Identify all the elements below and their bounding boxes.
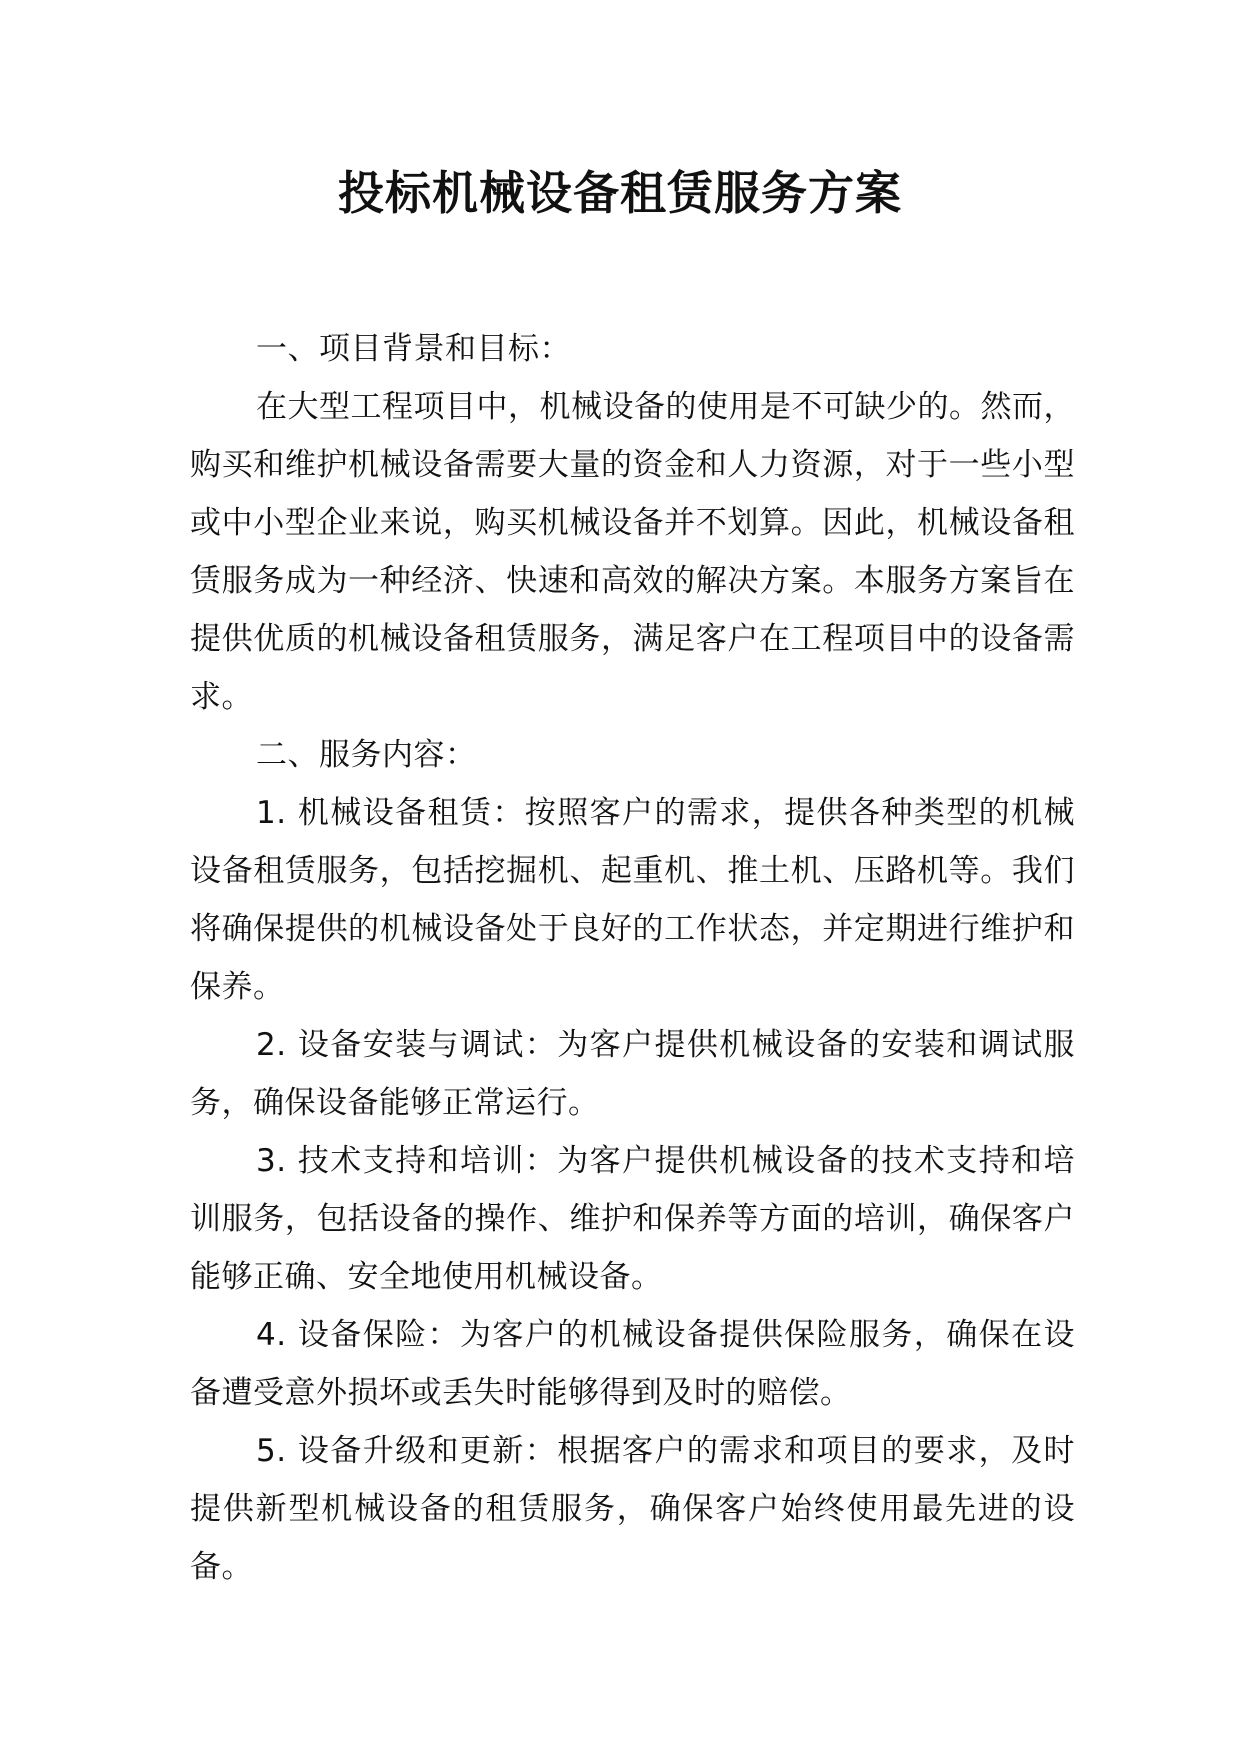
section-heading-background: 一、项目背景和目标： bbox=[256, 331, 571, 367]
service-item-training: 3. 技术支持和培训：为客户提供机械设备的技术支持和培训服务，包括设备的操作、维护和保养等方面的培训，确保客户能够正确、安全地使用机械设备。 bbox=[190, 1143, 1075, 1295]
service-item-rental: 1. 机械设备租赁：按照客户的需求，提供各种类型的机械设备租赁服务，包括挖掘机、起重机、推土机、压路机等。我们将确保提供的机械设备处于良好的工作状态，并定期进行维护和保养。 bbox=[190, 795, 1075, 1005]
service-item-installation: 2. 设备安装与调试：为客户提供机械设备的安装和调试服务，确保设备能够正常运行。 bbox=[190, 1027, 1075, 1121]
document-body bbox=[190, 320, 1075, 1596]
section-heading-services: 二、服务内容： bbox=[256, 737, 477, 773]
service-item-insurance: 4. 设备保险：为客户的机械设备提供保险服务，确保在设备遭受意外损坏或丢失时能够得到及时的赔偿。 bbox=[190, 1317, 1075, 1411]
document-title: 投标机械设备租赁服务方案 bbox=[338, 166, 902, 220]
service-item-upgrade: 5. 设备升级和更新：根据客户的需求和项目的要求，及时提供新型机械设备的租赁服务，确保客户始终使用最先进的设备。 bbox=[190, 1433, 1075, 1585]
background-paragraph: 在大型工程项目中，机械设备的使用是不可缺少的。然而，购买和维护机械设备需要大量的资金和人力资源，对于一些小型或中小型企业来说，购买机械设备并不划算。因此，机械设备租赁服务成为一种经济、快速和高效的解决方案。本服务方案旨在提供优质的机械设备租赁服务，满足客户在工程项目中的设备需求。 bbox=[190, 389, 1075, 715]
